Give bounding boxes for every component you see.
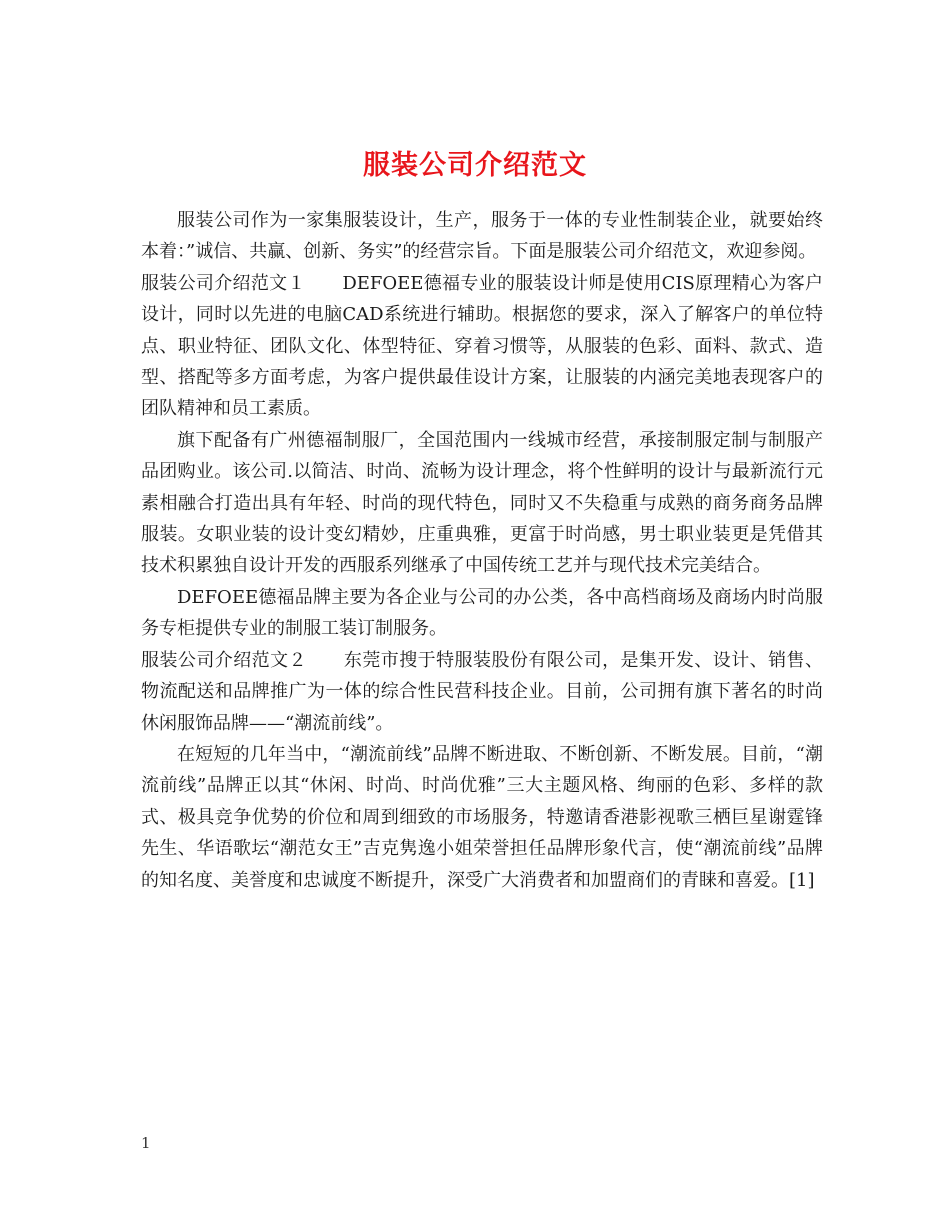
sample-1-factory-paragraph: 旗下配备有广州德福制服厂，全国范围内一线城市经营，承接制服定制与制服产品团购业。该公司.以简洁、时尚、流畅为设计理念，将个性鲜明的设计与最新流行元素相融合打造出具有年轻、时尚的现代特色，同时又不失稳重与成熟的商务商务品牌服装。女职业装的设计变幻精妙，庄重典雅，更富于时尚感，男士职业装更是凭借其技术积累独自设计开发的西服系列继承了中国传统工艺并与现代技术完美结合。 <box>141 429 823 577</box>
document-body <box>141 205 823 896</box>
intro-paragraph: 服装公司作为一家集服装设计，生产，服务于一体的专业性制装企业，就要始终本着：”诚信、共赢、创新、务实”的经营宗旨。下面是服装公司介绍范文，欢迎参阅。 <box>141 210 823 263</box>
sample-1-paragraph: 服装公司介绍范文１ DEFOEE德福专业的服装设计师是使用CIS原理精心为客户设计，同时以先进的电脑CAD系统进行辅助。根据您的要求，深入了解客户的单位特点、职业特征、团队文化、体型特征、穿着习惯等，从服装的色彩、面料、款式、造型、搭配等多方面考虑，为客户提供最佳设计方案，让服装的内涵完美地表现客户的团队精神和员工素质。 <box>141 272 823 420</box>
page-number: 1 <box>141 1134 151 1152</box>
sample-2-paragraph: 服装公司介绍范文２ 东莞市搜于特服装股份有限公司，是集开发、设计、销售、物流配送和品牌推广为一体的综合性民营科技企业。目前，公司拥有旗下著名的时尚休闲服饰品牌——“潮流前线”。 <box>141 649 823 734</box>
document-title: 服装公司介绍范文 <box>363 150 587 182</box>
sample-1-brand-paragraph: DEFOEE德福品牌主要为各企业与公司的办公类，各中高档商场及商场内时尚服 务专柜提供专业的制服工装订制服务。 <box>141 586 823 640</box>
sample-2-brand-paragraph: 在短短的几年当中，“潮流前线”品牌不断进取、不断创新、不断发展。目前，“潮流前线”品牌正以其“休闲、时尚、时尚优雅”三大主题风格、绚丽的色彩、多样的款式、极具竞争优势的价位和周到细致的市场服务，特邀请香港影视歌三栖巨星谢霆锋先生、华语歌坛“潮范女王”吉克隽逸小姐荣誉担任品牌形象代言，使“潮流前线”品牌的知名度、美誉度和忠诚度不断提升，深受广大消费者和加盟商们的青睐和喜爱。[1] <box>141 743 823 891</box>
